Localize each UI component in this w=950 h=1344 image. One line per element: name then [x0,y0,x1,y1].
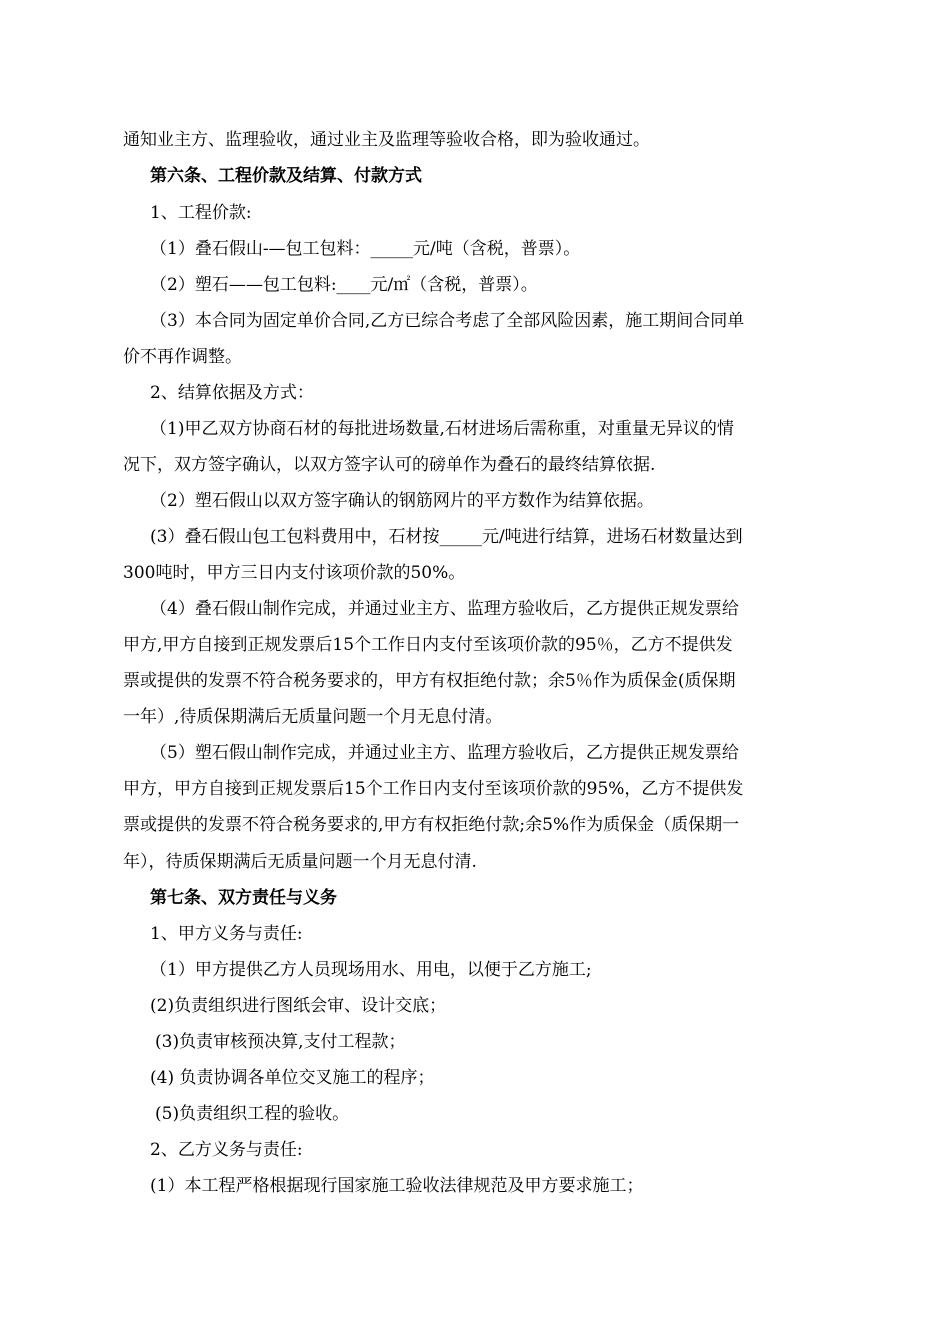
paragraph-line: 通知业主方、监理验收，通过业主及监理等验收合格，即为验收通过。 [123,130,650,150]
paragraph-line: 况下，双方签字确认，以双方签字认可的磅单作为叠石的最终结算依据. [123,455,656,475]
paragraph-line: （5）塑石假山制作完成，并通过业主方、监理方验收后，乙方提供正规发票给 [150,743,739,763]
paragraph-line: （1)甲乙双方协商石材的每批进场数量,石材进场后需称重，对重量无异议的情 [150,419,734,439]
paragraph-line: (1）本工程严格根据现行国家施工验收法律规范及甲方要求施工； [150,1176,644,1196]
section-heading: 第七条、双方责任与义务 [150,888,337,908]
paragraph-line: 300吨时，甲方三日内支付该项价款的50%。 [123,563,466,583]
paragraph-line: 一年）,待质保期满后无质量问题一个月无息付清。 [123,707,503,727]
paragraph-line: 甲方,甲方自接到正规发票后15个工作日内支付至该项价款的95％，乙方不提供发 [123,635,733,655]
paragraph-line: 票或提供的发票不符合税务要求的,甲方有权拒绝付款;余5%作为质保金（质保期一 [123,815,740,835]
paragraph-line: (2)负责组织进行图纸会审、设计交底； [150,996,447,1016]
paragraph-line: 2、乙方义务与责任: [150,1140,303,1160]
paragraph-line: 1、甲方义务与责任: [150,924,303,944]
paragraph-line: （4）叠石假山制作完成，并通过业主方、监理方验收后，乙方提供正规发票给 [150,599,739,619]
paragraph-line: 价不再作调整。 [123,347,242,367]
paragraph-line: (3）叠石假山包工包料费用中，石材按_____元/吨进行结算，进场石材数量达到 [150,527,743,547]
paragraph-line: （2）塑石——包工包料:____元/㎡（含税，普票）。 [150,275,538,295]
section-heading: 第六条、工程价款及结算、付款方式 [150,166,422,186]
paragraph-line: 甲方，甲方自接到正规发票后15个工作日内支付至该项价款的95%，乙方不提供发 [123,779,744,799]
paragraph-line: 年），待质保期满后无质量问题一个月无息付清. [123,852,477,872]
paragraph-line: 1、工程价款: [150,203,252,223]
paragraph-line: （1）甲方提供乙方人员现场用水、用电，以便于乙方施工; [150,960,592,980]
paragraph-line: （3）本合同为固定单价合同,乙方已综合考虑了全部风险因素，施工期间合同单 [150,311,745,331]
paragraph-line: （2）塑石假山以双方签字确认的钢筋网片的平方数作为结算依据。 [150,491,654,511]
paragraph-line: （1）叠石假山-—包工包料：_____元/吨（含税，普票）。 [150,239,581,259]
paragraph-line: (4) 负责协调各单位交叉施工的程序； [150,1068,435,1088]
paragraph-line: (5)负责组织工程的验收。 [155,1104,350,1124]
paragraph-line: 票或提供的发票不符合税务要求的，甲方有权拒绝付款；余5％作为质保金(质保期 [123,671,736,691]
paragraph-line: 2、结算依据及方式： [150,383,314,403]
paragraph-line: (3)负责审核预决算,支付工程款； [155,1032,406,1052]
